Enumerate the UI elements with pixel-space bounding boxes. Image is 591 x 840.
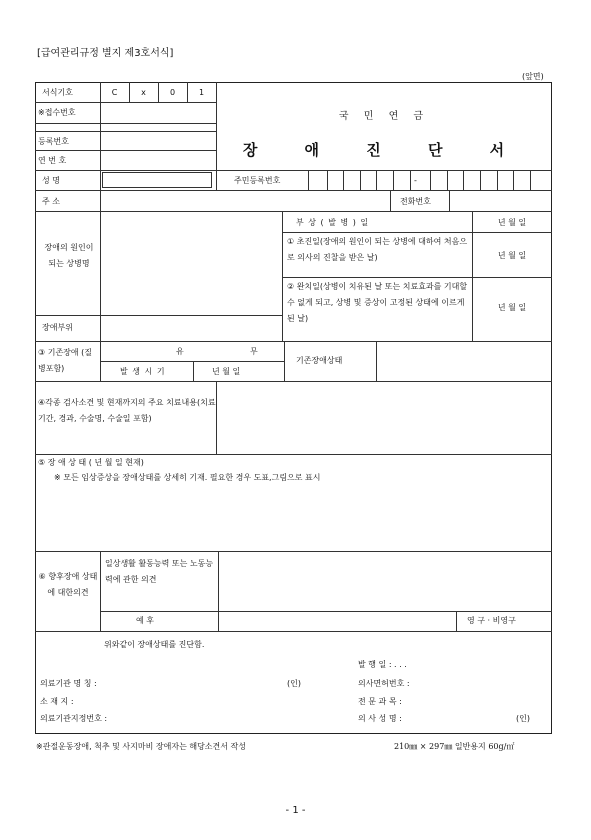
paper-spec: 210㎜ × 297㎜ 일반용지 60g/㎡	[394, 742, 515, 751]
form-code-cell: C	[111, 88, 118, 97]
site-label: 장애부위	[42, 323, 73, 332]
side-indicator: (앞면)	[522, 72, 544, 81]
onset-value: 년 월 일	[212, 367, 241, 376]
doctor-seal: (인)	[516, 714, 530, 723]
state-note: ※ 모든 임상증상을 장애상태를 상세히 기재. 필요한 경우 도표,그림으로 표시	[54, 473, 321, 482]
rrn-label: 주민등록번호	[234, 176, 281, 185]
address-label: 주 소	[42, 197, 60, 206]
hospital-seal: (인)	[287, 679, 301, 688]
receipt-no-label: ※접수번호	[38, 108, 76, 117]
form-code-cell: 0	[169, 88, 176, 97]
existing-no[interactable]: 무	[250, 347, 258, 356]
location-label: 소 재 지 :	[40, 697, 74, 706]
permanent-option[interactable]: 영 구 · 비영구	[467, 616, 516, 625]
daily-ability-label: 일상생활 활동능력 또는 노동능력에 관한 의견	[105, 559, 214, 584]
outlook-label: ⑥ 향후장애 상태에 대한의견	[38, 572, 98, 597]
hospital-name-label: 의료기관 명 칭 :	[40, 679, 97, 688]
reg-no-label: 등록번호	[38, 137, 69, 146]
name-field[interactable]	[102, 172, 212, 188]
onset-label: 발 생 시 기	[120, 367, 166, 376]
healed-value: 년 월 일	[497, 303, 527, 312]
form-code-cell: 1	[198, 88, 205, 97]
injury-date-label: 부 상 ( 발 병 ) 일	[296, 218, 370, 227]
issue-date: 발 행 일 : . . .	[358, 660, 407, 669]
phone-label: 전화번호	[400, 197, 431, 206]
page-title: 장 애 진 단 서	[242, 141, 526, 159]
existing-state-label: 기존장애상태	[296, 356, 343, 365]
healed-label: ② 완치일(상병이 치유된 날 또는 치료효과를 기대할 수 없게 되고, 상병 및 증상이 고정된 상태에 이르게 된 날)	[287, 282, 468, 323]
hospital-code-label: 의료기관지정번호 :	[40, 714, 108, 723]
rrn-dash: -	[414, 176, 417, 185]
form-code-cell: x	[141, 88, 146, 97]
page-number: - 1 -	[285, 805, 306, 816]
regulation-header: [급여관리규정 별지 제3호서식]	[37, 48, 174, 59]
existing-yes[interactable]: 유	[176, 347, 184, 356]
title-line1: 국 민 연 금	[338, 111, 430, 122]
injury-date-value: 년 월 일	[497, 218, 527, 227]
name-label: 성 명	[42, 176, 60, 185]
doctor-name-label: 의 사 성 명 :	[358, 714, 402, 723]
footer-note: ※관절운동장애, 척추 및 사지마비 장애자는 해당소견서 작성	[36, 742, 246, 751]
cause-label: 장애의 원인이 되는 상병명	[44, 243, 94, 268]
state-label: ⑤ 장 애 상 태 ( 년 월 일 현재)	[38, 458, 144, 467]
first-visit-value: 년 월 일	[497, 251, 527, 260]
exams-label: ④각종 검사소견 및 현재까지의 주요 치료내용(치료기간, 경과, 수술명, 수술일 포함)	[38, 398, 216, 423]
certify-statement: 위와같이 장애상태를 진단함.	[104, 640, 205, 649]
form-code-label: 서식기호	[42, 88, 73, 97]
existing-label: ③ 기존장애 (질병포함)	[38, 348, 93, 373]
license-label: 의사면허번호 :	[358, 679, 410, 688]
specialty-label: 전 문 과 목 :	[358, 697, 402, 706]
pension-no-label: 연 번 호	[38, 156, 67, 165]
first-visit-label: ① 초진일(장애의 원인이 되는 상병에 대하여 처음으로 의사의 진찰을 받은 날)	[287, 237, 468, 262]
prognosis-label: 예 후	[136, 616, 154, 625]
